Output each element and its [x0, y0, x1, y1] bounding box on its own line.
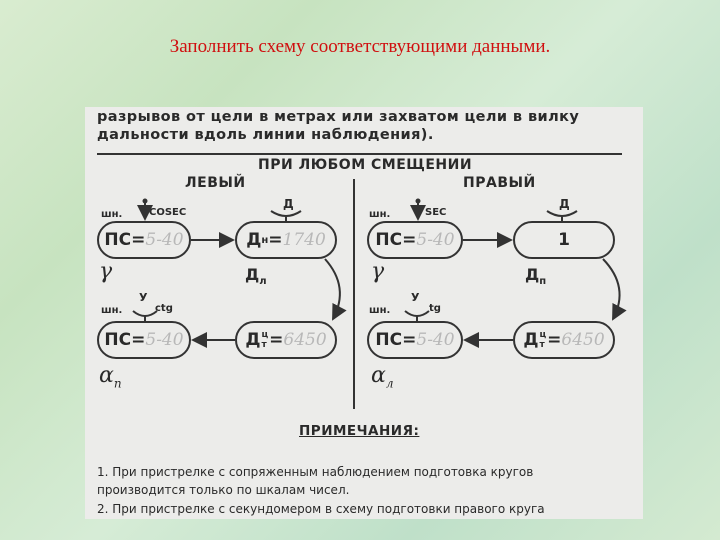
left-gamma: γ — [99, 259, 113, 284]
header-line-1: разрывов от цели в метрах или захватом цели в вилку — [97, 109, 580, 125]
left-top-sh: шн. — [101, 209, 123, 220]
right-ps2-value: 5-40 — [416, 330, 455, 350]
right-top-sh: шн. — [369, 209, 391, 220]
left-ps-label: ПС= — [104, 230, 146, 250]
left-dt-value: 6450 — [283, 330, 327, 350]
left-dn-box: Д н = 1740 — [235, 221, 337, 259]
left-dn-sub: н — [261, 234, 269, 246]
left-dn-label: Д — [246, 230, 262, 250]
left-bot-sh: шн. — [101, 305, 123, 316]
right-dt-value: 6450 — [561, 330, 605, 350]
right-ps-value: 5-40 — [416, 230, 455, 250]
right-alpha: $\alpha_л$ — [371, 363, 394, 391]
note-1-line-1: 1. При пристрелке с сопряженным наблюдением подготовка кругов — [97, 465, 534, 479]
right-box-value: 1 — [558, 230, 570, 250]
right-d-top: Д — [559, 197, 570, 211]
left-bot-y: У — [139, 291, 148, 304]
left-ps2-box: ПС= 5-40 — [97, 321, 191, 359]
section-title: ПРИ ЛЮБОМ СМЕЩЕНИИ — [258, 157, 473, 173]
left-ps-value: 5-40 — [145, 230, 184, 250]
right-dp-label: $Д_п$ — [525, 265, 547, 288]
note-1-line-2: производится только по шкалам чисел. — [97, 483, 350, 497]
notes-title: ПРИМЕЧАНИЯ: — [299, 423, 420, 439]
right-top-func: SEC — [425, 207, 447, 218]
left-dt-box: Д ц т = 6450 — [235, 321, 337, 359]
left-title: ЛЕВЫЙ — [185, 175, 246, 191]
flow-arrows — [85, 107, 643, 519]
left-dn-value: 1740 — [282, 230, 326, 250]
left-bot-func: ctg — [155, 303, 173, 314]
right-bot-func: tg — [429, 303, 441, 314]
right-gamma: γ — [371, 259, 385, 284]
left-ps2-value: 5-40 — [145, 330, 184, 350]
left-alpha: $\alpha_п$ — [99, 363, 122, 391]
header-line-2: дальности вдоль линии наблюдения). — [97, 127, 434, 143]
right-bot-sh: шн. — [369, 305, 391, 316]
slide-title: Заполнить схему соответствующими данными. — [169, 36, 551, 57]
right-ps2-box: ПС= 5-40 — [367, 321, 463, 359]
right-title: ПРАВЫЙ — [463, 175, 536, 191]
left-dl-label: $Д_л$ — [245, 265, 267, 288]
left-d-top: Д — [283, 197, 294, 211]
right-bot-y: У — [411, 291, 420, 304]
right-dt-box: Д ц т = 6450 — [513, 321, 615, 359]
left-top-func: COSEC — [149, 207, 187, 218]
scanned-document — [85, 107, 643, 519]
note-2-line-1: 2. При пристрелке с секундомером в схему подготовки правого круга — [97, 502, 545, 516]
right-ps-box: ПС= 5-40 — [367, 221, 463, 259]
